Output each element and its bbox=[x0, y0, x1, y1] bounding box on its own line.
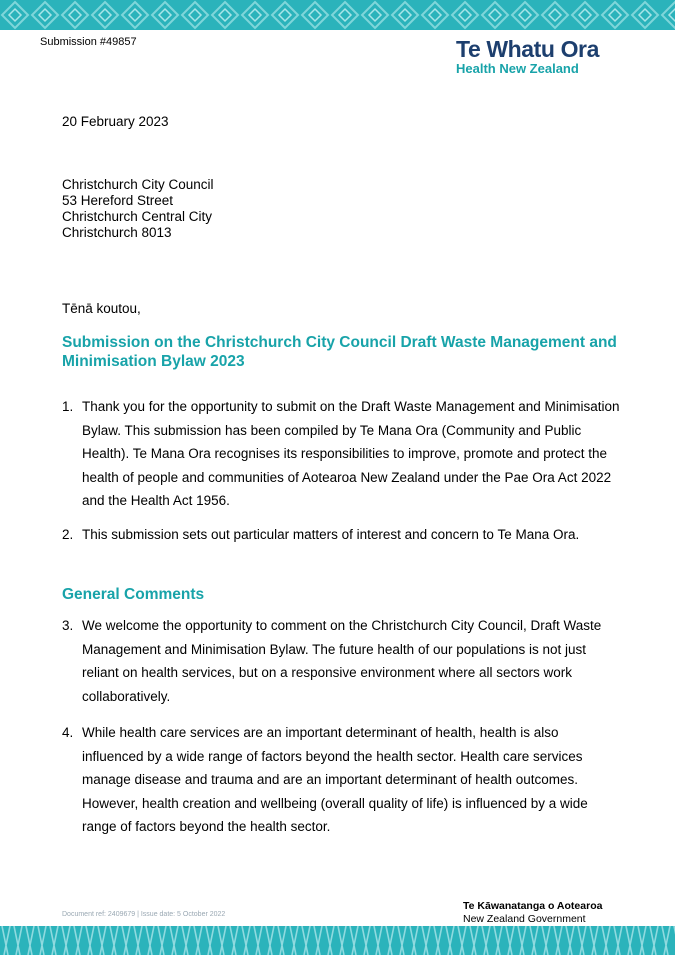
gov-english-name: New Zealand Government bbox=[463, 913, 586, 925]
te-whatu-ora-logo bbox=[456, 37, 599, 77]
numbered-paragraph bbox=[62, 721, 622, 839]
paragraph-number: 1. bbox=[62, 399, 74, 414]
bottom-pattern-band bbox=[0, 926, 675, 955]
paragraph-text: We welcome the opportunity to comment on the Christchurch City Council, Draft Waste Management and Minimisation Bylaw. The future health of our populations is not just reliant on health services, but on a responsive environment where all sectors work collaboratively. bbox=[82, 618, 602, 704]
address-line: 53 Hereford Street bbox=[62, 193, 174, 208]
logo-title: Te Whatu Ora bbox=[456, 36, 600, 62]
paragraph-text: While health care services are an important determinant of health, health is also influenced by a wide range of factors beyond the health sector. Health care services manage disease and trauma and are an important determinant of health outcomes. However, health creation and wellbeing (overall quality of life) is influenced by a wide range of factors beyond the health sector. bbox=[82, 725, 588, 834]
document-reference: Document ref: 2409679 | Issue date: 5 October 2022 bbox=[62, 911, 226, 918]
submission-number: Submission #49857 bbox=[40, 36, 137, 48]
section-heading: General Comments bbox=[62, 586, 205, 603]
paragraph-number: 2. bbox=[62, 527, 74, 542]
paragraph-text: This submission sets out particular matters of interest and concern to Te Mana Ora. bbox=[82, 527, 580, 542]
letter-date: 20 February 2023 bbox=[62, 114, 169, 129]
paragraph-number: 3. bbox=[62, 618, 74, 633]
paragraph-text: Thank you for the opportunity to submit on the Draft Waste Management and Minimisation Bylaw. This submission has been compiled by Te Mana Ora (Community and Public Health). Te Mana Ora recognises its responsibilities to improve, promote and protect the health of people and communities of Aotearoa New Zealand under the Pae Ora Act 2022 and the Health Act 1956. bbox=[82, 399, 620, 508]
numbered-paragraph bbox=[62, 395, 622, 513]
nz-government-logo bbox=[463, 900, 602, 926]
address-line: Christchurch City Council bbox=[62, 177, 214, 192]
numbered-paragraph bbox=[62, 614, 622, 708]
numbered-paragraph bbox=[62, 523, 622, 547]
paragraph-number: 4. bbox=[62, 725, 74, 740]
address-line: Christchurch Central City bbox=[62, 209, 213, 224]
logo-subtitle: Health New Zealand bbox=[456, 61, 579, 76]
top-pattern-band bbox=[0, 0, 675, 30]
recipient-address bbox=[62, 177, 214, 241]
address-line: Christchurch 8013 bbox=[62, 225, 172, 240]
gov-maori-name: Te Kāwanatanga o Aotearoa bbox=[463, 900, 603, 912]
submission-title: Submission on the Christchurch City Council Draft Waste Management and Minimisation Bylaw 2023 bbox=[62, 334, 617, 370]
greeting: Tēnā koutou, bbox=[62, 301, 141, 316]
